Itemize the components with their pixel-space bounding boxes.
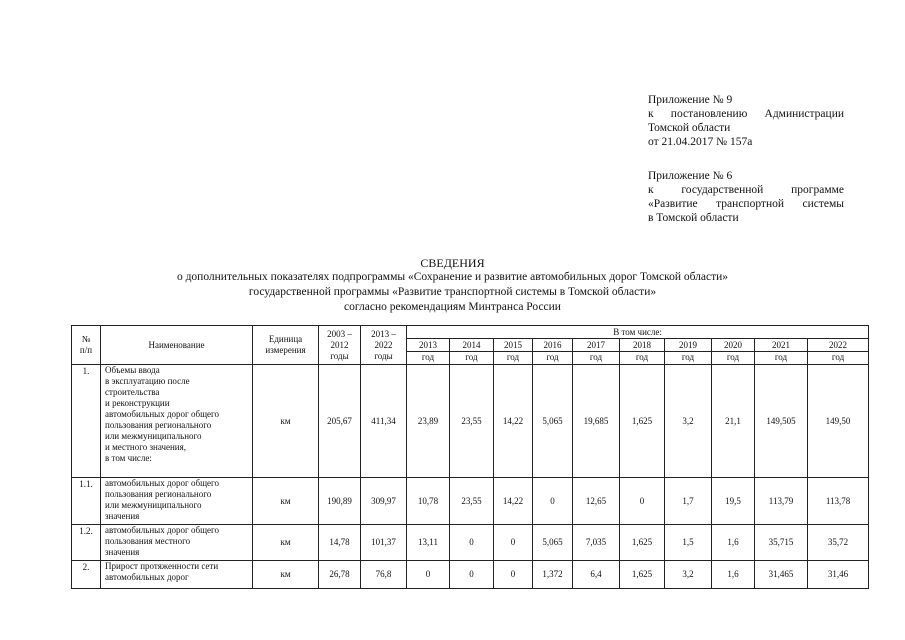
row-name-text: автомобильных дорог общего пользования местного значения (105, 525, 219, 557)
row-value: 1,372 (533, 561, 573, 589)
table-row (72, 365, 869, 478)
row-value: 0 (620, 478, 665, 525)
row-value: 0 (450, 525, 494, 561)
attachment-9-region: Томской области (648, 122, 731, 134)
header-year-suffix: год (494, 351, 532, 363)
header-year-value: 2015 (504, 340, 522, 350)
attachment-6-title: Приложение № 6 (648, 170, 733, 182)
row-value: 19,685 (573, 365, 620, 478)
header-year-0 (407, 339, 450, 365)
row-value: 23,55 (450, 478, 494, 525)
header-range-2003-2012: 2003 – 2012 годы (319, 326, 361, 365)
header-including: В том числе: (407, 326, 869, 339)
row-name (101, 525, 253, 561)
header-year-value: 2021 (772, 340, 790, 350)
attachment-6-program-name: «Развитие транспортной системы (648, 198, 844, 210)
row-value: 113,78 (808, 478, 869, 525)
row-value: 113,79 (755, 478, 808, 525)
row-name-text: Прирост протяженности сети автомобильных дорог (105, 561, 219, 582)
row-unit: км (253, 365, 319, 478)
header-year-value: 2022 (829, 340, 848, 350)
row-number: 1. (72, 365, 101, 478)
row-value: 31,465 (755, 561, 808, 589)
header-range-2013-2022: 2013 – 2022 годы (361, 326, 407, 365)
table-row (72, 525, 869, 561)
row-value: 5,065 (533, 365, 573, 478)
row-value: 3,2 (665, 365, 712, 478)
row-value: 205,67 (319, 365, 361, 478)
header-year-suffix: год (533, 351, 572, 363)
row-value: 309,97 (361, 478, 407, 525)
header-unit: Единица измерения (253, 326, 319, 365)
header-year-suffix: год (407, 351, 449, 363)
row-value: 1,5 (665, 525, 712, 561)
table-row (72, 561, 869, 589)
header-year-9 (808, 339, 869, 365)
header-year-suffix: год (665, 351, 711, 363)
row-number: 1.2. (72, 525, 101, 561)
header-year-value: 2019 (679, 340, 697, 350)
row-value: 0 (494, 525, 533, 561)
table-row (72, 478, 869, 525)
header-year-value: 2020 (724, 340, 742, 350)
row-value: 14,22 (494, 365, 533, 478)
header-year-value: 2013 (419, 340, 437, 350)
row-value: 12,65 (573, 478, 620, 525)
row-value: 1,6 (712, 525, 755, 561)
row-value: 0 (450, 561, 494, 589)
attachment-9-resolution: к постановлению Администрации (648, 108, 844, 120)
row-unit: км (253, 478, 319, 525)
attachment-6-region: в Томской области (648, 212, 739, 224)
row-value: 23,55 (450, 365, 494, 478)
row-value: 23,89 (407, 365, 450, 478)
attachment-6-program: к государственной программе (648, 184, 844, 196)
row-value: 5,065 (533, 525, 573, 561)
row-value: 13,11 (407, 525, 450, 561)
row-value: 411,34 (361, 365, 407, 478)
row-name-text: автомобильных дорог общего пользования регионального или межмуниципального значения (105, 478, 219, 521)
row-value: 21,1 (712, 365, 755, 478)
document-subtitle-1: о дополнительных показателях подпрограммы «Сохранение и развитие автомобильных дорог Томской области» (176, 271, 729, 283)
row-value: 7,035 (573, 525, 620, 561)
row-value: 35,715 (755, 525, 808, 561)
row-name (101, 365, 253, 478)
header-year-suffix: год (755, 351, 807, 363)
row-name (101, 478, 253, 525)
header-year-8 (755, 339, 808, 365)
header-year-suffix: год (620, 351, 664, 363)
attachment-9-date: от 21.04.2017 № 157а (648, 136, 753, 148)
row-value: 1,625 (620, 365, 665, 478)
attachment-9-title: Приложение № 9 (648, 94, 733, 106)
document-title: СВЕДЕНИЯ (420, 256, 485, 270)
row-value: 1,625 (620, 525, 665, 561)
header-year-5 (620, 339, 665, 365)
row-value: 35,72 (808, 525, 869, 561)
header-num: № п/п (72, 326, 101, 365)
document-subtitle-2: государственной программы «Развитие транспортной системы в Томской области» (248, 286, 657, 298)
row-value: 0 (533, 478, 573, 525)
header-year-2 (494, 339, 533, 365)
row-value: 26,78 (319, 561, 361, 589)
row-value: 0 (407, 561, 450, 589)
header-year-7 (712, 339, 755, 365)
header-year-value: 2014 (462, 340, 481, 350)
row-unit: км (253, 525, 319, 561)
row-value: 76,8 (361, 561, 407, 589)
row-number: 2. (72, 561, 101, 589)
row-value: 101,37 (361, 525, 407, 561)
header-year-3 (533, 339, 573, 365)
header-year-4 (573, 339, 620, 365)
row-name (101, 561, 253, 589)
row-value: 149,505 (755, 365, 808, 478)
header-year-value: 2016 (543, 340, 562, 350)
row-value: 1,6 (712, 561, 755, 589)
row-value: 10,78 (407, 478, 450, 525)
row-value: 0 (494, 561, 533, 589)
row-value: 149,50 (808, 365, 869, 478)
header-year-suffix: год (573, 351, 619, 363)
header-year-suffix: год (450, 351, 493, 363)
row-value: 190,89 (319, 478, 361, 525)
header-year-value: 2018 (633, 340, 651, 350)
row-value: 14,78 (319, 525, 361, 561)
header-year-value: 2017 (587, 340, 605, 350)
row-value: 1,625 (620, 561, 665, 589)
attachment-6-block (648, 169, 844, 225)
header-year-suffix: год (712, 351, 754, 363)
header-name: Наименование (101, 326, 253, 365)
row-value: 1,7 (665, 478, 712, 525)
header-year-6 (665, 339, 712, 365)
row-unit: км (253, 561, 319, 589)
attachment-9-block (648, 93, 844, 149)
row-number: 1.1. (72, 478, 101, 525)
row-value: 6,4 (573, 561, 620, 589)
document-subtitle-3: согласно рекомендациям Минтранса России (344, 301, 561, 313)
header-year-1 (450, 339, 494, 365)
header-year-suffix: год (808, 351, 868, 363)
row-value: 3,2 (665, 561, 712, 589)
row-value: 31,46 (808, 561, 869, 589)
row-value: 14,22 (494, 478, 533, 525)
row-name-text: Объемы ввода в эксплуатацию после строительства и реконструкции автомобильных дорог общего пользования регионального или межмуниципального и местного значения, в том числе: (105, 365, 219, 463)
indicators-table (71, 325, 869, 589)
row-value: 19,5 (712, 478, 755, 525)
